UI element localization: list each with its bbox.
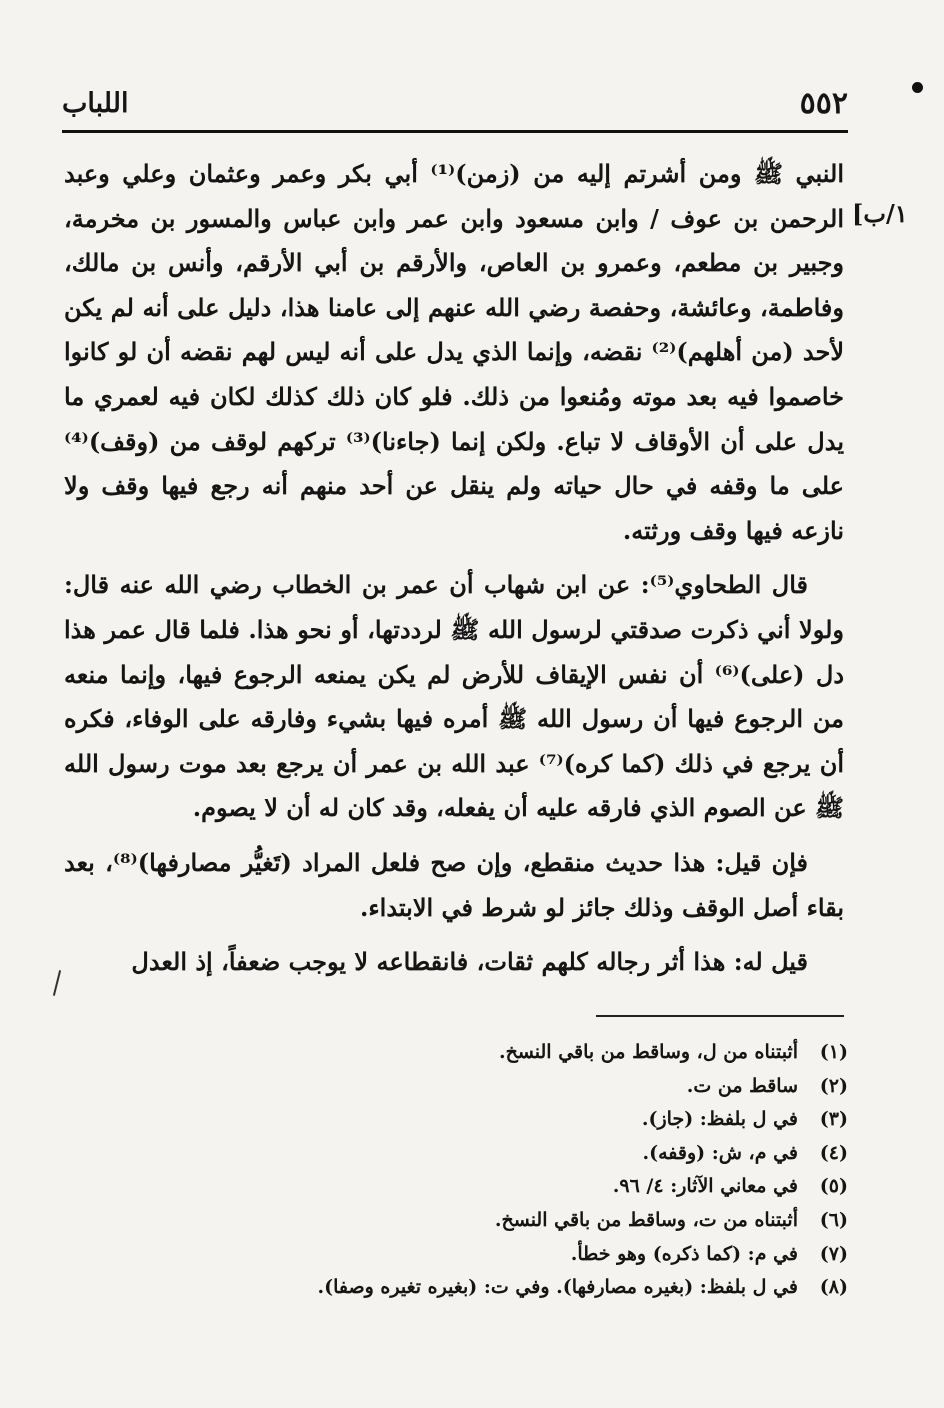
footnote-number: (١)	[819, 1041, 848, 1063]
page-header	[62, 82, 848, 124]
footnote-5	[300, 1170, 848, 1204]
running-title: اللباب	[62, 88, 129, 119]
paragraph-3: فإن قيل: هذا حديث منقطع، وإن صح فلعل المراد (تَغيُّر مصارفها)⁽⁸⁾، بعد بقاء أصل الوقف وذلك جائز لو شرط في الابتداء.	[64, 847, 844, 922]
footnote-number: (٢)	[819, 1074, 848, 1097]
ink-dot	[912, 82, 923, 93]
footnote-4	[300, 1137, 848, 1171]
footnote-1	[300, 1036, 848, 1070]
footnote-text: ساقط من ت.	[686, 1074, 798, 1097]
paragraph-2: قال الطحاوي⁽⁵⁾: عن ابن شهاب أن عمر بن الخطاب رضي الله عنه قال: ولولا أني ذكرت صدقتي لرسول الله ﷺ لرددتها، أو نحو هذا. فلما قال عمر هذا دل (على)⁽⁶⁾ أن نفس الإيقاف للأرض لم يكن يمنعه الرجوع فيها، وإنما منعه من الرجوع فيها أن رسول الله ﷺ أمره فيها بشيء وفارقه على الوفاء، فكره أن يرجع في ذلك (كما كره)⁽⁷⁾ عبد الله بن عمر أن يرجع بعد موت رسول الله ﷺ عن الصوم الذي فارقه عليه أن يفعله، وقد كان له أن لا يصوم.	[64, 570, 845, 823]
footnote-number: (٣)	[819, 1108, 848, 1131]
page-number: ٥٥٢	[799, 86, 848, 121]
footnotes	[300, 1036, 848, 1305]
stray-mark	[53, 970, 61, 996]
margin-folio-note: ١/ب]	[852, 199, 908, 228]
footnote-text: في معاني الآثار: ٤/ ٩٦.	[612, 1175, 798, 1198]
footnote-text: في م، ش: (وقفه).	[642, 1141, 798, 1164]
footnote-8	[300, 1271, 848, 1305]
footnote-text: أثبتناه من ل، وساقط من باقي النسخ.	[498, 1041, 798, 1063]
header-rule	[62, 130, 848, 133]
footnote-rule	[596, 1015, 844, 1017]
main-text	[64, 152, 844, 995]
footnote-number: (٨)	[819, 1276, 848, 1299]
footnote-text: في م: (كما ذكره) وهو خطأ.	[570, 1242, 798, 1265]
footnote-number: (٤)	[819, 1141, 848, 1164]
paragraph-4: قيل له: هذا أثر رجاله كلهم ثقات، فانقطاعه لا يوجب ضعفاً، إذ العدل	[131, 947, 808, 977]
footnote-7	[300, 1238, 848, 1272]
footnote-number: (٧)	[819, 1242, 848, 1265]
footnote-3	[300, 1103, 848, 1137]
paragraph-1: النبي ﷺ ومن أشرتم إليه من (زمن)⁽¹⁾ أبي بكر وعمر وعثمان وعلي وعبد الرحمن بن عوف / وابن مسعود وابن عمر وابن عباس والمسور بن مخرمة، وجبير بن مطعم، وعمرو بن العاص، والأرقم بن أبي الأرقم، وأنس بن مالك، وفاطمة، وعائشة، وحفصة رضي الله عنهم إلى عامنا هذا، دليل على أنه لم يكن لأحد (من أهلهم)⁽²⁾ نقضه، وإنما الذي يدل على أنه ليس لهم نقضه أن لو كانوا خاصموا فيه بعد موته ومُنعوا من ذلك. فلو كان ذلك كذلك لكان فيه لعمري ما يدل على أن الأوقاف لا تباع. ولكن إنما (جاءنا)⁽³⁾ تركهم لوقف من (وقف)⁽⁴⁾ على ما وقفه في حال حياته ولم ينقل عن أحد منهم أنه رجع فيها وقف ولا نازعه فيها وقف ورثته.	[64, 159, 845, 545]
footnote-text: في ل بلفظ: (بغيره مصارفها). وفي ت: (بغيره تغيره وصفا).	[317, 1276, 798, 1299]
footnote-text: أثبتناه من ت، وساقط من باقي النسخ.	[494, 1208, 798, 1231]
footnote-text: في ل بلفظ: (جاز).	[641, 1108, 798, 1131]
footnote-6	[300, 1204, 848, 1238]
footnote-2	[300, 1070, 848, 1104]
footnote-number: (٥)	[819, 1175, 848, 1198]
footnote-number: (٦)	[819, 1208, 848, 1231]
